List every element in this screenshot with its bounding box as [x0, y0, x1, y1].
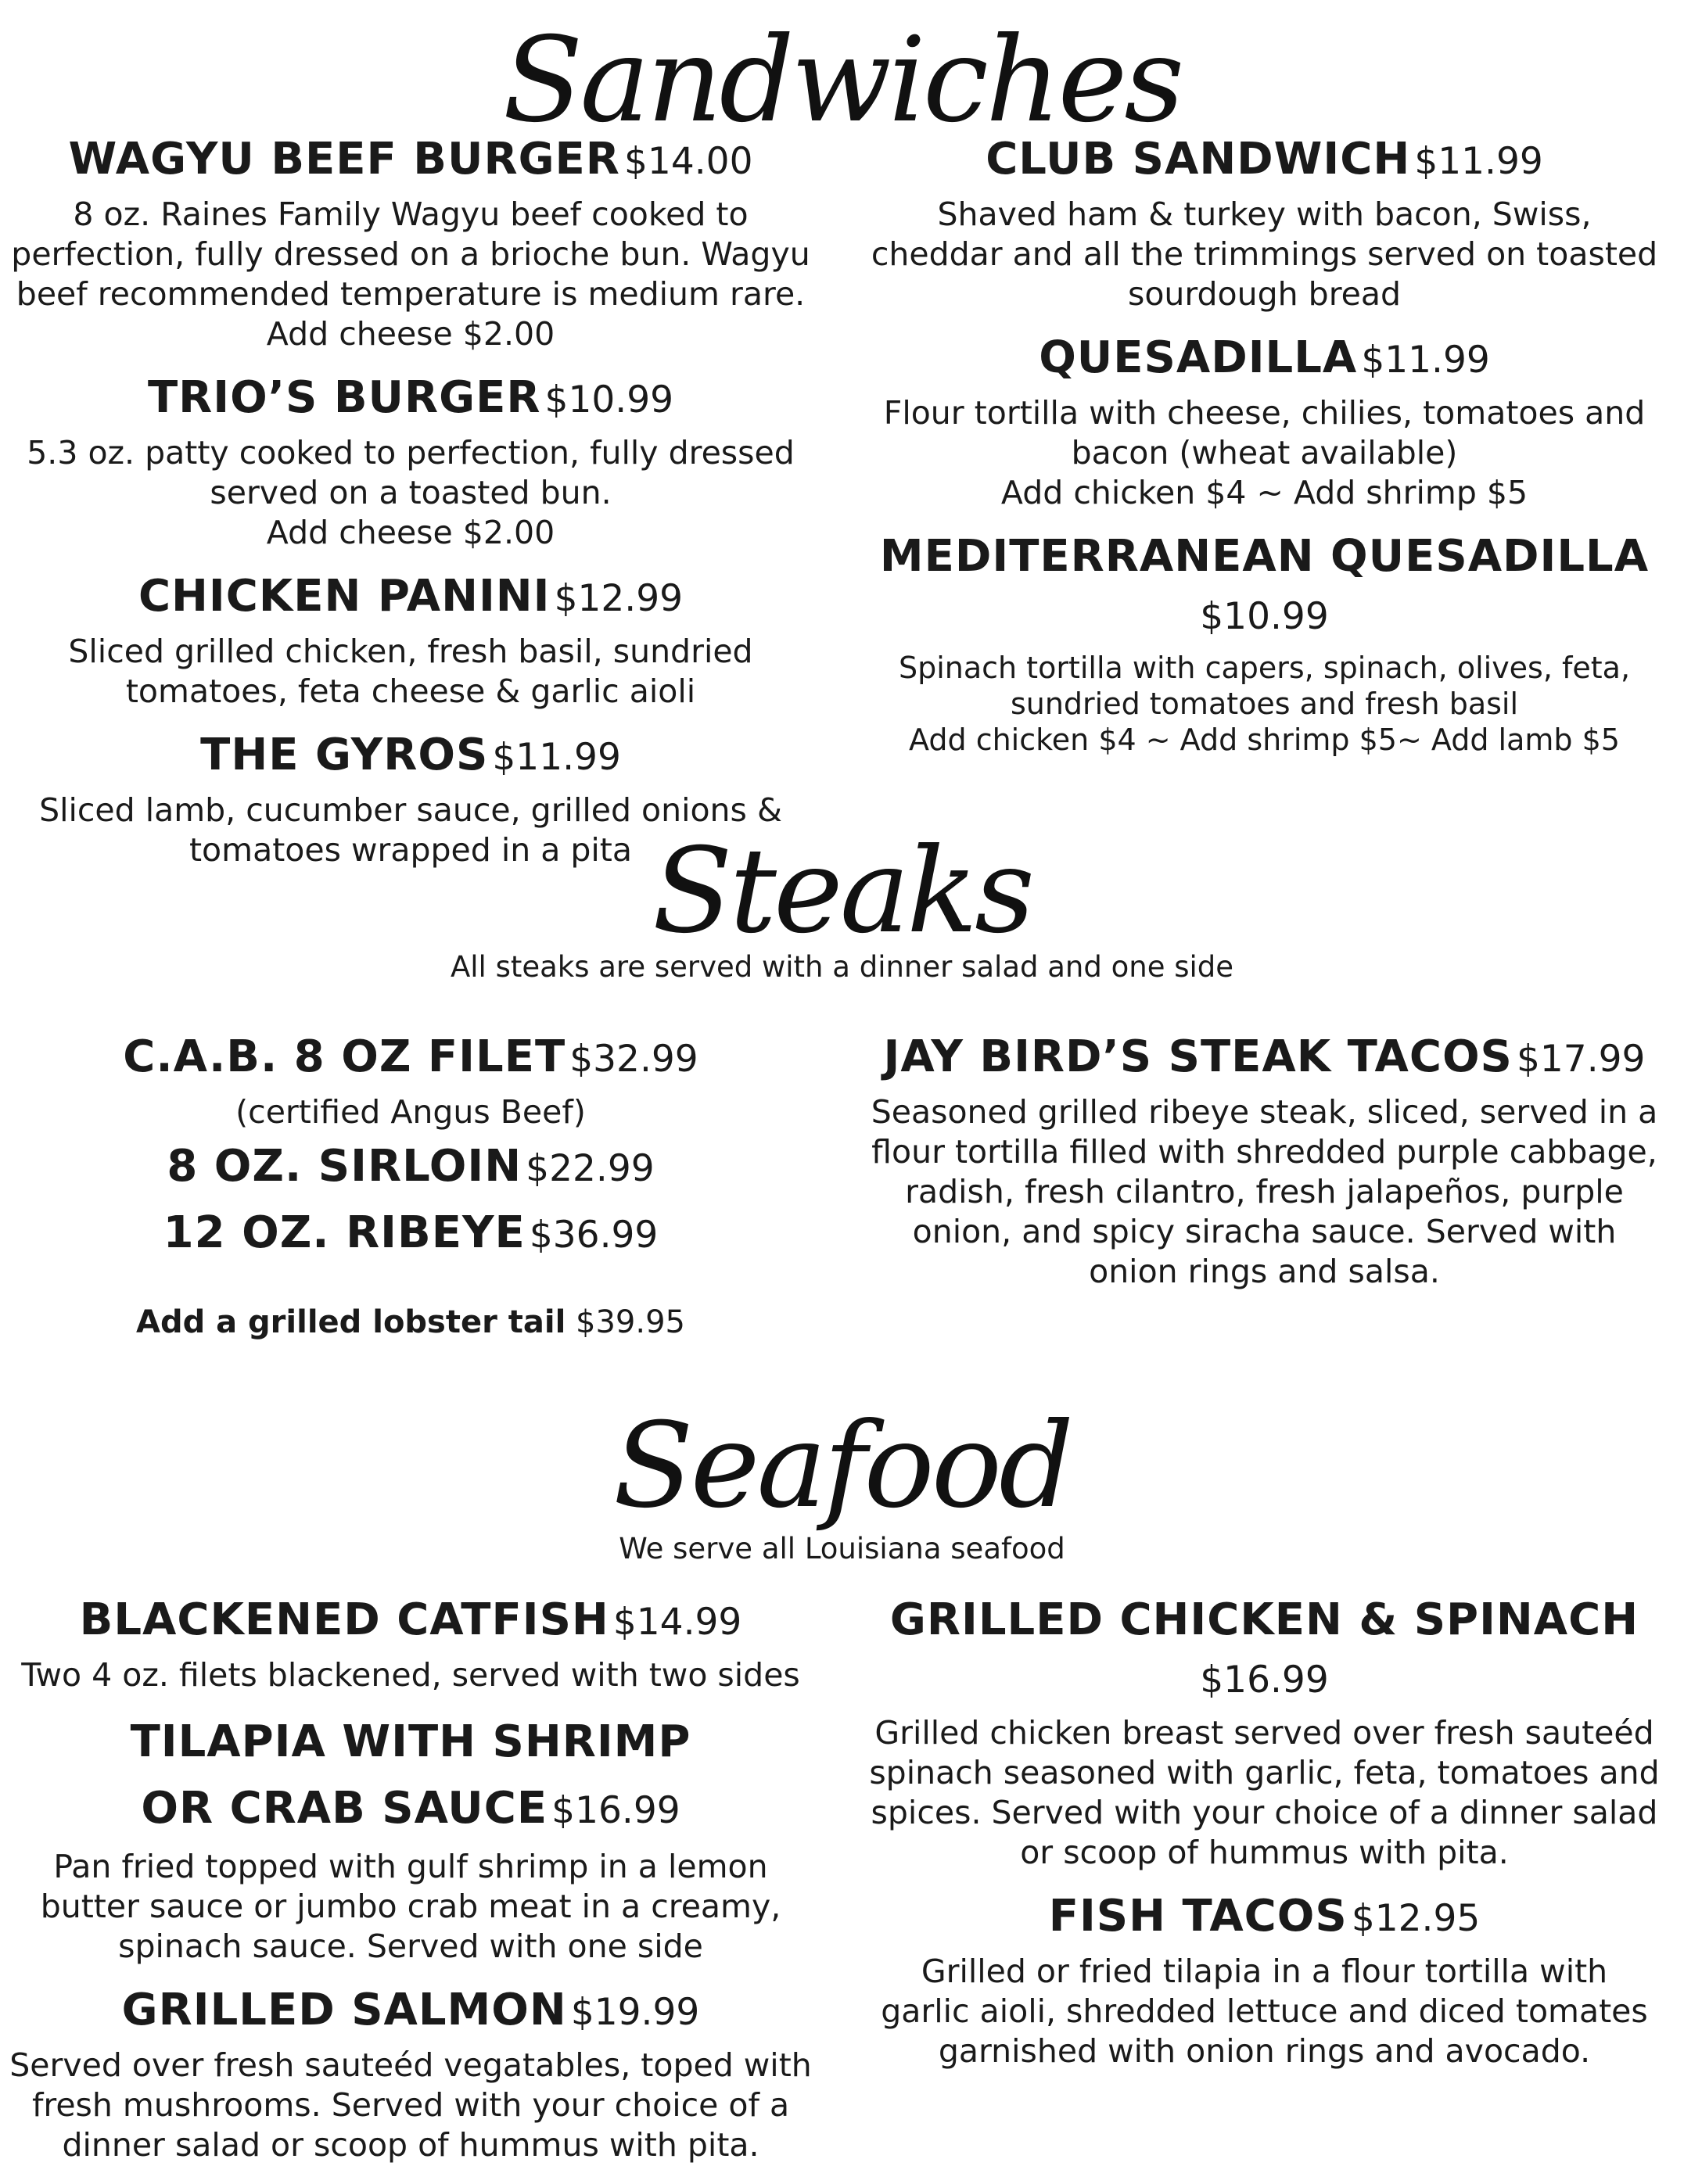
item-price: $10.99 — [544, 378, 674, 421]
sandwiches-title: Sandwiches — [502, 13, 1182, 149]
steaks-left-column — [0, 1032, 821, 1342]
menu-item-mediterranean-quesadilla — [845, 532, 1684, 758]
sandwiches-right-column — [845, 134, 1684, 776]
item-description: (certified Angus Beef) — [235, 1093, 586, 1131]
item-description: Sliced lamb, cucumber sauce, grilled onions & tomatoes wrapped in a pita — [39, 791, 782, 869]
steaks-subtitle: All steaks are served with a dinner salad and one side — [450, 950, 1234, 984]
item-name: C.A.B. 8 OZ FILET — [123, 1031, 566, 1082]
item-price: $17.99 — [1516, 1038, 1646, 1081]
menu-item-wagyu-burger — [0, 134, 821, 354]
item-name: FISH TACOS — [1048, 1891, 1348, 1942]
addon-label: Add a grilled lobster tail — [135, 1304, 566, 1340]
seafood-subtitle: We serve all Louisiana seafood — [619, 1532, 1065, 1565]
menu-item-trios-burger — [0, 373, 821, 553]
item-price: $16.99 — [551, 1789, 680, 1832]
item-description: Flour tortilla with cheese, chilies, tomatoes and bacon (wheat available) Add chicken $4 ~ Add shrimp $5 — [883, 394, 1646, 511]
item-price: $22.99 — [526, 1147, 655, 1190]
item-name: THE GYROS — [200, 730, 489, 780]
item-name: QUESADILLA — [1039, 332, 1358, 383]
item-description: Pan fried topped with gulf shrimp in a lemon butter sauce or jumbo crab meat in a creamy, spinach sauce. Served with one side — [40, 1848, 781, 1965]
menu-item-tilapia — [0, 1714, 821, 1967]
item-description: Shaved ham & turkey with bacon, Swiss, cheddar and all the trimmings served on toasted sourdough bread — [871, 195, 1658, 313]
item-description: Two 4 oz. filets blackened, served with two sides — [21, 1656, 800, 1694]
item-description: Spinach tortilla with capers, spinach, olives, feta, sundried tomatoes and fresh basil Add chicken $4 ~ Add shrimp $5~ Add lamb $5 — [898, 651, 1631, 757]
addon-price: $39.95 — [576, 1304, 685, 1340]
item-price: $11.99 — [1361, 339, 1490, 382]
item-price: $19.99 — [570, 1991, 700, 2034]
item-price: $32.99 — [569, 1038, 698, 1081]
menu-item-chicken-panini — [0, 572, 821, 712]
item-price: $36.99 — [529, 1214, 659, 1257]
item-price: $12.95 — [1351, 1897, 1481, 1940]
item-description: Grilled chicken breast served over fresh sauteéd spinach seasoned with garlic, feta, tomatoes and spices. Served with your choice of a dinner salad or scoop of hummus with pita. — [869, 1714, 1660, 1871]
item-price: $10.99 — [1200, 595, 1329, 638]
menu-item-ribeye — [0, 1205, 821, 1271]
item-name: CLUB SANDWICH — [986, 134, 1411, 185]
item-name: GRILLED SALMON — [121, 1985, 567, 2035]
item-name-line1: TILAPIA WITH SHRIMP — [130, 1716, 691, 1767]
item-price: $12.99 — [554, 577, 684, 620]
item-description: Sliced grilled chicken, fresh basil, sundried tomatoes, feta cheese & garlic aioli — [68, 633, 753, 710]
sandwiches-left-column — [0, 134, 821, 889]
menu-item-sirloin — [0, 1139, 821, 1205]
item-name: TRIO’S BURGER — [147, 372, 541, 423]
item-price: $11.99 — [1414, 140, 1543, 183]
item-price: $16.99 — [1200, 1659, 1329, 1702]
menu-item-cab-filet — [0, 1032, 821, 1132]
item-price: $11.99 — [492, 736, 621, 779]
item-name: BLACKENED CATFISH — [79, 1594, 609, 1645]
steaks-title: Steaks — [652, 823, 1032, 959]
steaks-right-column — [845, 1032, 1684, 1311]
item-description: 8 oz. Raines Family Wagyu beef cooked to perfection, fully dressed on a brioche bun. Wagyu beef recommended temperature is medium rare. Add cheese $2.00 — [11, 195, 810, 353]
menu-item-jay-birds-steak-tacos — [845, 1032, 1684, 1292]
item-name: CHICKEN PANINI — [138, 571, 551, 622]
seafood-right-column — [845, 1595, 1684, 2090]
item-description: 5.3 oz. patty cooked to perfection, fully dressed served on a toasted bun. Add cheese $2.00 — [27, 434, 795, 551]
lobster-addon — [0, 1303, 821, 1342]
seafood-left-column — [0, 1595, 821, 2184]
menu-item-grilled-salmon — [0, 1985, 821, 2165]
item-price: $14.99 — [612, 1601, 742, 1644]
item-name: GRILLED CHICKEN & SPINACH — [889, 1594, 1639, 1645]
item-name: WAGYU BEEF BURGER — [68, 134, 620, 185]
item-description: Seasoned grilled ribeye steak, sliced, served in a flour tortilla filled with shredded purple cabbage, radish, fresh cilantro, fresh jalapeños, purple onion, and spicy siracha sauce. Served with onion rings and salsa. — [871, 1093, 1658, 1290]
menu-item-quesadilla — [845, 333, 1684, 513]
item-name: 8 OZ. SIRLOIN — [167, 1141, 522, 1192]
item-name: JAY BIRD’S STEAK TACOS — [883, 1031, 1513, 1082]
item-name: 12 OZ. RIBEYE — [163, 1207, 526, 1258]
item-description: Grilled or fried tilapia in a flour tortilla with garlic aioli, shredded lettuce and diced tomates garnished with onion rings and avocado. — [881, 1953, 1648, 2070]
menu-item-fish-tacos — [845, 1892, 1684, 2071]
item-price: $14.00 — [624, 140, 753, 183]
item-name-line2: OR CRAB SAUCE — [141, 1783, 548, 1834]
item-name: MEDITERRANEAN QUESADILLA — [879, 531, 1650, 582]
seafood-title: Seafood — [612, 1398, 1072, 1534]
menu-item-blackened-catfish — [0, 1595, 821, 1695]
menu-item-club-sandwich — [845, 134, 1684, 314]
item-description: Served over fresh sauteéd vegatables, toped with fresh mushrooms. Served with your choice of a dinner salad or scoop of hummus with pita. — [9, 2046, 812, 2164]
menu-item-grilled-chicken-spinach — [845, 1595, 1684, 1873]
